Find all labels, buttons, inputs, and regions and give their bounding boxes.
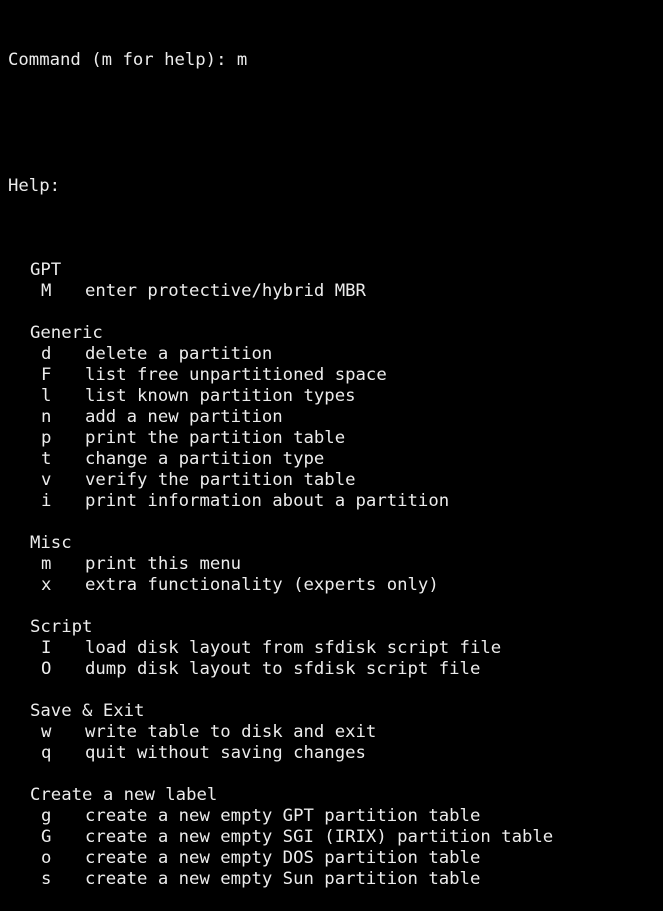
command-row bbox=[8, 743, 663, 764]
section-title: Script bbox=[30, 617, 93, 637]
command-row bbox=[8, 806, 663, 827]
command-description: delete a partition bbox=[85, 344, 273, 364]
command-row bbox=[8, 386, 663, 407]
command-key: p bbox=[41, 428, 52, 448]
command-description: add a new partition bbox=[85, 407, 283, 427]
command-description: create a new empty GPT partition table bbox=[85, 806, 481, 826]
section-title: Generic bbox=[30, 323, 103, 343]
command-key: i bbox=[41, 491, 52, 511]
command-row bbox=[8, 470, 663, 491]
command-description: load disk layout from sfdisk script file bbox=[85, 638, 502, 658]
command-row bbox=[8, 491, 663, 512]
command-key: w bbox=[41, 722, 52, 742]
command-key: n bbox=[41, 407, 52, 427]
command-row bbox=[8, 428, 663, 449]
command-description: quit without saving changes bbox=[85, 743, 366, 763]
command-description: print the partition table bbox=[85, 428, 346, 448]
command-description: write table to disk and exit bbox=[85, 722, 377, 742]
blank-line bbox=[8, 302, 663, 323]
command-key: m bbox=[41, 554, 52, 574]
command-description: extra functionality (experts only) bbox=[85, 575, 439, 595]
blank-line bbox=[8, 596, 663, 617]
command-description: print information about a partition bbox=[85, 491, 450, 511]
command-description: list known partition types bbox=[85, 386, 356, 406]
help-heading: Help: bbox=[8, 176, 61, 196]
command-row bbox=[8, 575, 663, 596]
command-key: O bbox=[41, 659, 52, 679]
command-row bbox=[8, 365, 663, 386]
command-key: I bbox=[41, 638, 52, 658]
command-description: create a new empty Sun partition table bbox=[85, 869, 481, 889]
blank-line bbox=[8, 764, 663, 785]
command-description: create a new empty SGI (IRIX) partition table bbox=[85, 827, 554, 847]
prompt-input: m bbox=[236, 50, 248, 70]
command-description: enter protective/hybrid MBR bbox=[85, 281, 366, 301]
section-title: Misc bbox=[30, 533, 72, 553]
command-description: list free unpartitioned space bbox=[85, 365, 387, 385]
command-row bbox=[8, 659, 663, 680]
command-row bbox=[8, 638, 663, 659]
command-row bbox=[8, 554, 663, 575]
command-key: q bbox=[41, 743, 52, 763]
command-row bbox=[8, 869, 663, 890]
section-title: GPT bbox=[30, 260, 62, 280]
blank-line bbox=[8, 239, 663, 260]
section-title: Save & Exit bbox=[30, 701, 145, 721]
command-row bbox=[8, 449, 663, 470]
command-key: x bbox=[41, 575, 52, 595]
command-description: change a partition type bbox=[85, 449, 325, 469]
command-key: G bbox=[41, 827, 52, 847]
command-description: dump disk layout to sfdisk script file bbox=[85, 659, 481, 679]
command-row bbox=[8, 827, 663, 848]
command-row bbox=[8, 722, 663, 743]
blank-line bbox=[8, 680, 663, 701]
help-sections bbox=[8, 239, 663, 890]
command-key: F bbox=[41, 365, 52, 385]
command-row bbox=[8, 344, 663, 365]
command-description: create a new empty DOS partition table bbox=[85, 848, 481, 868]
command-description: verify the partition table bbox=[85, 470, 356, 490]
blank-line bbox=[8, 512, 663, 533]
command-row bbox=[8, 281, 663, 302]
command-key: g bbox=[41, 806, 52, 826]
prompt-text: Command (m for help): bbox=[8, 50, 237, 70]
command-row bbox=[8, 407, 663, 428]
command-prompt-line bbox=[8, 50, 663, 71]
command-key: d bbox=[41, 344, 52, 364]
command-description: print this menu bbox=[85, 554, 242, 574]
command-key: t bbox=[41, 449, 52, 469]
blank-line bbox=[8, 113, 663, 134]
command-key: l bbox=[41, 386, 52, 406]
command-key: o bbox=[41, 848, 52, 868]
section-title: Create a new label bbox=[30, 785, 218, 805]
command-key: v bbox=[41, 470, 52, 490]
command-key: M bbox=[41, 281, 52, 301]
command-row bbox=[8, 848, 663, 869]
command-key: s bbox=[41, 869, 52, 889]
